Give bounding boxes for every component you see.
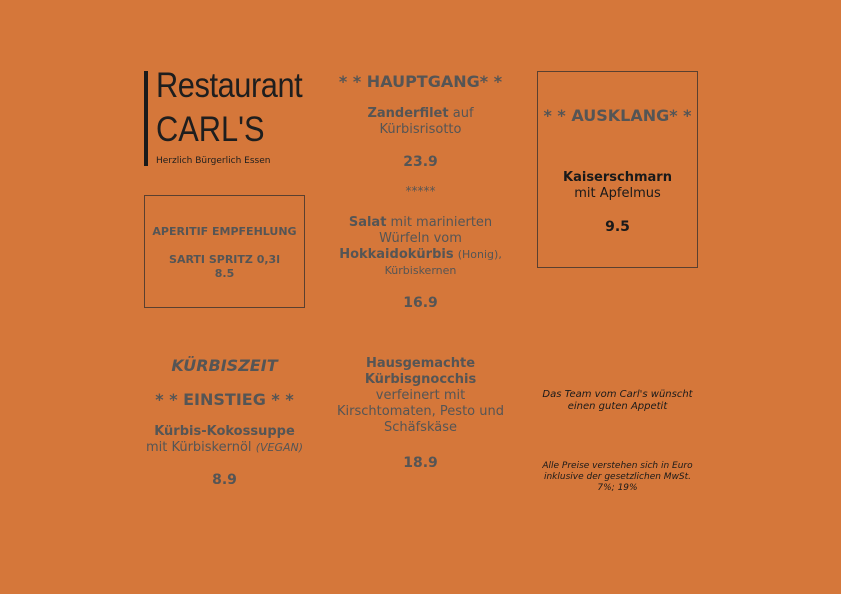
logo-name: CARL'S	[156, 110, 265, 149]
dish2-desc-b: Würfeln vom	[379, 231, 462, 246]
starter-name: Kürbis-Kokossuppe	[154, 424, 295, 439]
dish1-desc-b: Kürbisrisotto	[379, 122, 462, 137]
dish3-name-b: Kürbisgnocchis	[364, 372, 477, 387]
logo-bar	[144, 71, 148, 166]
dish2-name-a: Salat	[348, 215, 387, 230]
price-note	[530, 461, 705, 494]
main-dish-1	[330, 106, 511, 138]
dessert-desc: mit Apfelmus	[574, 186, 661, 201]
aperitif-name: SARTI SPRITZ 0,3l	[169, 253, 280, 266]
dish1-price: 23.9	[403, 154, 438, 170]
dessert-price: 9.5	[605, 219, 630, 235]
price-note-a: Alle Preise verstehen sich in Euro	[542, 461, 693, 471]
price-note-c: 7%; 19%	[597, 483, 638, 493]
dish3-name-a: Hausgemachte	[365, 356, 476, 371]
dessert-box	[537, 71, 698, 268]
logo-title: Restaurant	[156, 66, 303, 105]
price-note-b: inklusive der gesetzlichen MwSt.	[543, 472, 692, 482]
dish3-desc-b: Kirschtomaten, Pesto und	[337, 404, 504, 419]
starter-heading: * * EINSTIEG * *	[155, 390, 294, 409]
dish2-desc-d: Kürbiskernen	[384, 264, 457, 277]
team-wish	[530, 389, 705, 413]
dessert-heading: * * AUSKLANG* *	[543, 106, 692, 125]
aperitif-title: APERITIF EMPFEHLUNG	[152, 225, 297, 238]
dessert-dish	[538, 170, 697, 202]
starter-dish	[134, 424, 315, 456]
starter-desc: mit Kürbiskernöl	[145, 440, 252, 455]
dish3-desc-c: Schäfskäse	[384, 420, 457, 435]
starter-price: 8.9	[212, 472, 237, 488]
dish2-name-b: Hokkaidokürbis	[339, 247, 454, 262]
main-dish-2	[330, 215, 511, 279]
dish3-price: 18.9	[403, 455, 438, 471]
dish2-desc-a: mit marinierten	[390, 215, 493, 230]
dish1-name: Zanderfilet	[367, 106, 449, 121]
dish2-desc-c: (Honig),	[457, 248, 502, 261]
main-dish-3	[320, 356, 521, 436]
team-wish-a: Das Team vom Carl's wünscht	[542, 389, 693, 400]
starter-note: (VEGAN)	[255, 441, 304, 454]
main-heading: * * HAUPTGANG* *	[338, 72, 503, 91]
dish1-desc-a: auf	[452, 106, 474, 121]
dish2-price: 16.9	[403, 295, 438, 311]
logo-tagline: Herzlich Bürgerlich Essen	[156, 156, 271, 166]
dessert-name: Kaiserschmarn	[563, 170, 672, 185]
main-separator: *****	[405, 184, 436, 198]
aperitif-box	[144, 195, 305, 308]
season-title: KÜRBISZEIT	[171, 356, 278, 375]
aperitif-price: 8.5	[214, 267, 235, 280]
dish3-desc-a: verfeinert mit	[375, 388, 466, 403]
team-wish-b: einen guten Appetit	[567, 401, 668, 412]
